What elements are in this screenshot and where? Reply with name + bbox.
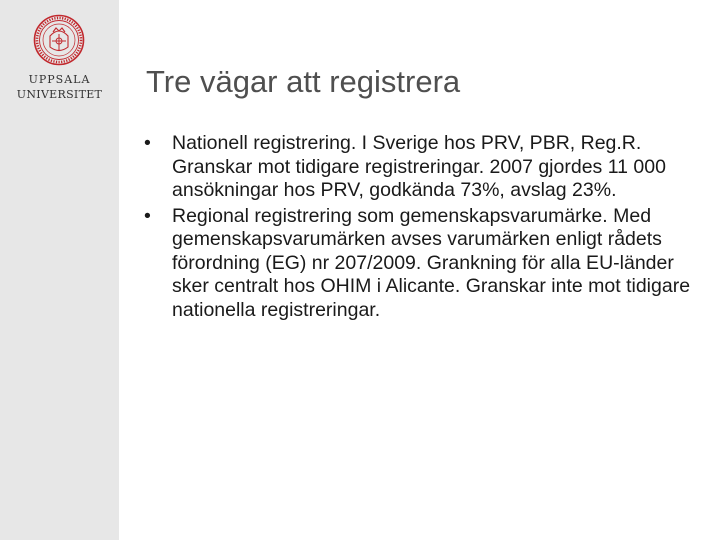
logo-text-line-2: UNIVERSITET (16, 88, 103, 101)
bullet-item (143, 205, 703, 323)
bullet-list (143, 132, 703, 324)
bullet-icon: • (144, 204, 151, 227)
bullet-text: Nationell registrering. I Sverige hos PRV, PBR, Reg.R. Granskar mot tidigare registreringar. 2007 gjordes 11 000 ansökningar hos PRV, godkända 73%, avslag 23%. (172, 132, 666, 201)
sidebar (0, 0, 119, 540)
university-seal-icon (33, 14, 85, 66)
bullet-icon: • (144, 132, 151, 154)
slide-title: Tre vägar att registrera (146, 64, 461, 99)
university-logo (0, 10, 119, 110)
bullet-text: Regional registrering som gemenskapsvarumärke. Med gemenskapsvarumärken avses varumärken enligt rådets förordning (EG) nr 207/2009. Grankning för alla EU-länder sker centralt hos OHIM i Alicante. Granskar inte mot tidigare nationella registreringar. (172, 204, 691, 321)
bullet-item (143, 132, 703, 203)
logo-text-line-1: UPPSALA (28, 73, 91, 86)
